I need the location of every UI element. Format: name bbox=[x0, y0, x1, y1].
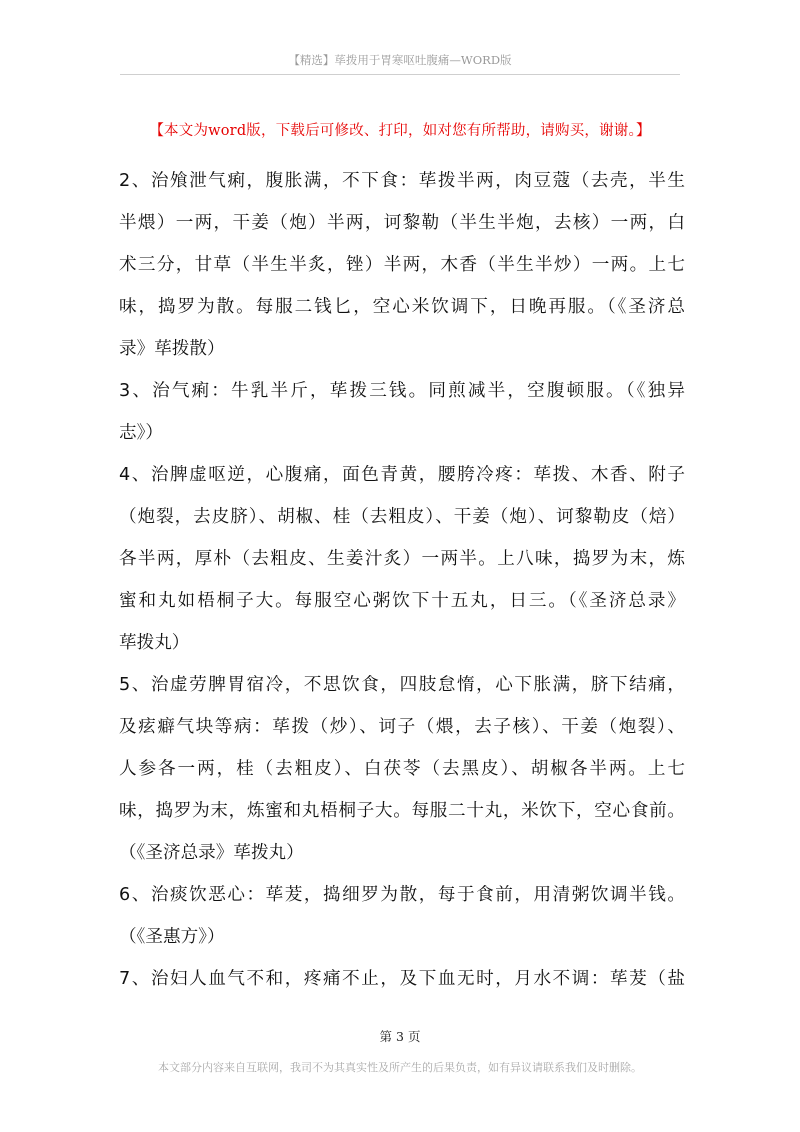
text-line: 3、治气痢：牛乳半斤，荜拨三钱。同煎减半，空腹顿服。（《独异 bbox=[119, 381, 685, 401]
document-body bbox=[119, 160, 685, 1000]
text-line: （《圣济总录》荜拨丸） bbox=[119, 843, 304, 863]
text-line: 5、治虚劳脾胃宿冷，不思饮食，四肢怠惰，心下胀满，脐下结痛， bbox=[119, 675, 685, 695]
text-line: （炮裂，去皮脐）、胡椒、桂（去粗皮）、干姜（炮）、诃黎勒皮（焙） bbox=[119, 507, 685, 527]
text-line: 术三分，甘草（半生半炙，锉）半两，木香（半生半炒）一两。上七 bbox=[119, 255, 685, 275]
text-line: 2、治飧泄气痢，腹胀满，不下食：荜拨半两，肉豆蔻（去壳，半生 bbox=[119, 171, 685, 191]
text-line: 4、治脾虚呕逆，心腹痛，面色青黄，腰胯冷疼：荜拨、木香、附子 bbox=[119, 465, 685, 485]
purchase-notice: 【本文为word版，下载后可修改、打印，如对您有所帮助，请购买，谢谢。】 bbox=[149, 123, 651, 139]
header-divider bbox=[120, 74, 680, 75]
text-line: （《圣惠方》） bbox=[119, 927, 225, 947]
text-line: 蜜和丸如梧桐子大。每服空心粥饮下十五丸，日三。（《圣济总录》 bbox=[119, 591, 685, 611]
text-line: 志》） bbox=[119, 423, 163, 443]
text-line: 7、治妇人血气不和，疼痛不止，及下血无时，月水不调：荜茇（盐 bbox=[119, 969, 685, 989]
text-line: 及痃癖气块等病：荜拨（炒）、诃子（煨，去子核）、干姜（炮裂）、 bbox=[119, 717, 685, 737]
page-header: 【精选】荜拨用于胃寒呕吐腹痛—WORD版 bbox=[288, 53, 512, 67]
text-line: 半煨）一两，干姜（炮）半两，诃黎勒（半生半炮，去核）一两，白 bbox=[119, 213, 685, 233]
text-line: 荜拨丸） bbox=[119, 633, 190, 653]
text-line: 人参各一两，桂（去粗皮）、白茯苓（去黑皮）、胡椒各半两。上七 bbox=[119, 759, 685, 779]
text-line: 味，捣罗为散。每服二钱匕，空心米饮调下，日晚再服。（《圣济总 bbox=[119, 297, 685, 317]
page-number: 第 3 页 bbox=[379, 1029, 421, 1044]
footer-disclaimer: 本文部分内容来自互联网，我司不为其真实性及所产生的后果负责，如有异议请联系我们及时删除。 bbox=[158, 1061, 642, 1074]
text-line: 味，捣罗为末，炼蜜和丸梧桐子大。每服二十丸，米饮下，空心食前。 bbox=[119, 801, 685, 821]
text-line: 6、治痰饮恶心：荜茇，捣细罗为散，每于食前，用清粥饮调半钱。 bbox=[119, 885, 685, 905]
text-line: 录》荜拨散） bbox=[119, 339, 225, 359]
text-line: 各半两，厚朴（去粗皮、生姜汁炙）一两半。上八味，捣罗为末，炼 bbox=[119, 549, 685, 569]
